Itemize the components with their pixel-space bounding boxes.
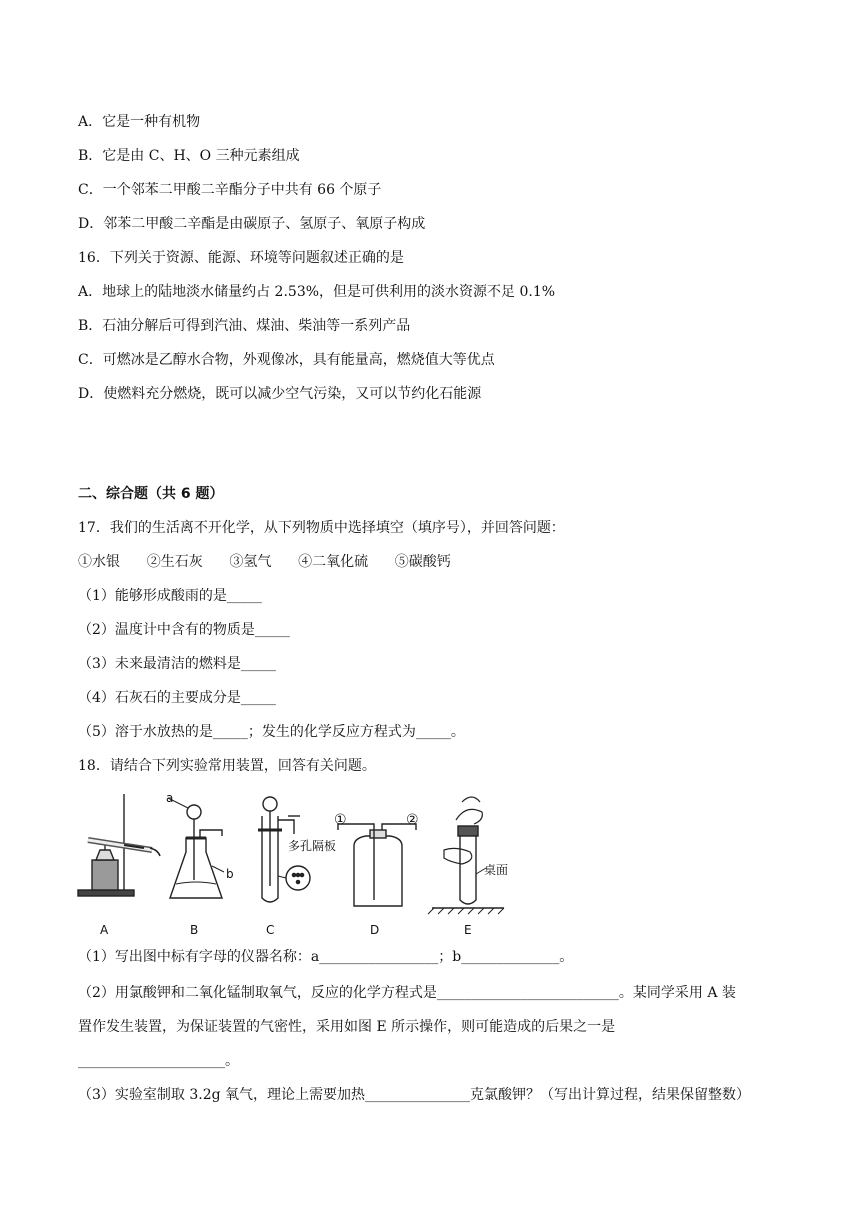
q17-part-4: （4）石灰石的主要成分是_____ — [78, 690, 276, 706]
q17-stem: 17．我们的生活离不开化学，从下列物质中选择填空（填序号），并回答问题： — [78, 520, 565, 536]
label-apparatus-b: B — [190, 923, 199, 937]
apparatus-e — [428, 797, 504, 914]
q16-option-d: D．使燃料充分燃烧，既可以减少空气污染，又可以节约化石能源 — [78, 386, 482, 402]
apparatus-d — [338, 824, 416, 906]
apparatus-b — [168, 798, 224, 898]
q17-part-1: （1）能够形成酸雨的是_____ — [78, 588, 262, 604]
q16-option-b: B．石油分解后可得到汽油、煤油、柴油等一系列产品 — [78, 318, 411, 334]
label-apparatus-e: E — [464, 923, 472, 937]
q18-part-3: （3）实验室制取 3.2g 氧气，理论上需要加热_______________克氯酸钾？（写出计算过程，结果保留整数） — [78, 1087, 751, 1103]
label-port-1: ① — [334, 812, 347, 828]
q16-option-a: A．地球上的陆地淡水储量约占 2.53%，但是可供利用的淡水资源不足 0.1% — [78, 284, 556, 300]
label-apparatus-d: D — [370, 923, 380, 937]
label-apparatus-c: C — [266, 923, 275, 937]
q15-option-c: C．一个邻苯二甲酸二辛酯分子中共有 66 个原子 — [78, 182, 382, 198]
q15-option-b: B．它是由 C、H、O 三种元素组成 — [78, 148, 300, 164]
label-desk: 桌面 — [484, 863, 509, 877]
q17-part-3: （3）未来最清洁的燃料是_____ — [78, 656, 276, 672]
label-tag-a: a — [166, 791, 174, 805]
q17-part-2: （2）温度计中含有的物质是_____ — [78, 622, 290, 638]
apparatus-a — [78, 794, 160, 896]
q17-choices: ①水银 ②生石灰 ③氢气 ④二氧化硫 ⑤碳酸钙 — [78, 554, 451, 570]
q15-option-a: A．它是一种有机物 — [78, 114, 201, 130]
q18-part-1: （1）写出图中标有字母的仪器名称：a_________________；b______________。 — [78, 949, 574, 965]
apparatus-figure — [72, 790, 552, 938]
q15-option-d: D．邻苯二甲酸二辛酯是由碳原子、氢原子、氧原子构成 — [78, 216, 426, 232]
label-apparatus-a: A — [100, 923, 109, 937]
section-heading: 二、综合题（共 6 题） — [78, 486, 224, 502]
q18-part-2-line-1: （2）用氯酸钾和二氧化锰制取氧气，反应的化学方程式是__________________________。某同学采用 A 装 — [78, 985, 736, 1001]
q18-stem: 18．请结合下列实验常用装置，回答有关问题。 — [78, 758, 376, 774]
q18-part-2-line-3: _____________________。 — [78, 1053, 239, 1069]
q18-part-2-line-2: 置作发生装置，为保证装置的气密性，采用如图 E 所示操作，则可能造成的后果之一是 — [78, 1019, 616, 1035]
q17-part-5: （5）溶于水放热的是_____；发生的化学反应方程式为_____。 — [78, 724, 465, 740]
q16-stem: 16．下列关于资源、能源、环境等问题叙述正确的是 — [78, 250, 404, 266]
label-port-2: ② — [406, 812, 419, 828]
label-porous-plate: 多孔隔板 — [288, 839, 337, 853]
label-tag-b: b — [226, 867, 234, 881]
q16-option-c: C．可燃冰是乙醇水合物，外观像冰，具有能量高，燃烧值大等优点 — [78, 352, 495, 368]
